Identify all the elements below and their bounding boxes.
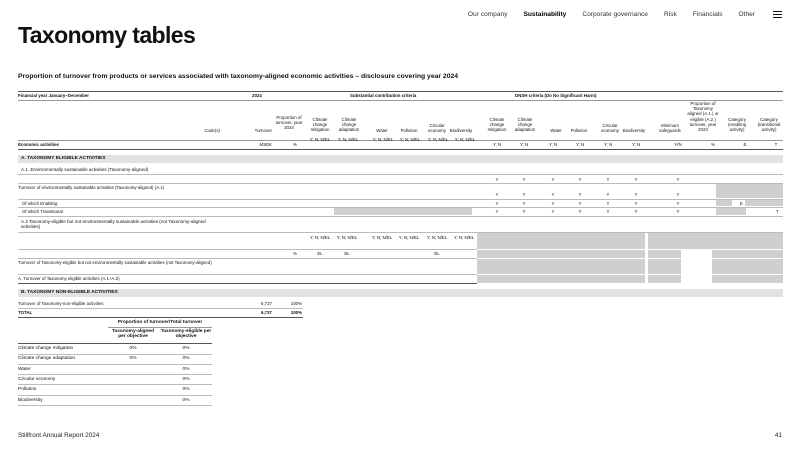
- dnsh-col-ccm: Climate change mitigation: [487, 117, 507, 133]
- row-a-total-label: A. Turnover of Taxonomy eligible activities (A.1+A.2): [18, 276, 120, 281]
- top-nav: [468, 11, 782, 18]
- small-col-eligible: Taxonomy-eligible per objective: [160, 329, 212, 339]
- y-mark: Y: [634, 192, 638, 197]
- scc-col-circular: Circular economy: [428, 123, 446, 134]
- y-mark: Y: [676, 209, 680, 214]
- nav-our-company[interactable]: Our company: [467, 11, 508, 18]
- small-row-label: Pollution: [18, 387, 37, 393]
- small-row-eligible: 0%: [182, 397, 190, 403]
- y-mark: Y: [606, 177, 610, 182]
- y-mark: Y: [578, 209, 582, 214]
- nav-financials[interactable]: Financials: [692, 11, 723, 18]
- y-mark: Y: [551, 192, 555, 197]
- small-row-eligible: 0%: [182, 346, 190, 351]
- scc-col-biodiversity: Biodiversity: [449, 128, 473, 133]
- y-mark: Y: [578, 177, 582, 182]
- el-cell: EL: [434, 251, 440, 256]
- dnsh-label: DNSH criteria (Do No Significant Harm): [515, 93, 597, 98]
- scc-col-water: Water: [376, 128, 388, 133]
- unit-dnsh: Y; N: [548, 142, 558, 147]
- unit-scc: Y; N; N/EL: [309, 137, 331, 142]
- small-row-label: Climate change adaptation: [18, 356, 76, 362]
- y-mark: Y: [606, 192, 610, 197]
- col-prop-2023: Proportion of Taxonomy aligned (A.1.) or eligible (A.2.) turnover, year 2023: [687, 101, 719, 133]
- row-b-label: Turnover of Taxonomy-non-eligible activities: [18, 301, 104, 306]
- el-header-cell: Y; N; N/EL: [426, 235, 448, 240]
- y-mark: Y: [634, 201, 638, 206]
- unit-scc: Y; N; N/EL: [337, 137, 359, 142]
- y-mark: Y: [495, 177, 499, 182]
- unit-scc: Y; N; N/EL: [454, 137, 476, 142]
- el-header-cell: Y; N; N/EL: [336, 235, 358, 240]
- y-mark: Y: [606, 209, 610, 214]
- scc-col-pollution: Pollution: [400, 128, 418, 133]
- page-number: 41: [774, 432, 782, 439]
- small-table-header: Proportion of turnover/Total turnover: [117, 320, 203, 325]
- y-mark: Y: [551, 177, 555, 182]
- unit-dnsh: Y; N: [603, 142, 613, 147]
- section-a1: A.1. Environmentally sustainable activities (Taxonomy-aligned): [21, 167, 149, 172]
- el-cell: EL: [344, 251, 350, 256]
- table-subtitle: Proportion of turnover from products or services associated with taxonomy-aligned economic activities – disclosure covering year 2024: [18, 73, 459, 80]
- small-row-label: Biodiversity: [18, 397, 43, 403]
- unit-scc: Y; N; N/EL: [427, 137, 449, 142]
- unit-p23: %: [711, 142, 715, 147]
- y-mark: Y: [634, 209, 638, 214]
- page-title: Taxonomy tables: [18, 22, 196, 48]
- footer-report-name: Stillfront Annual Report 2024: [18, 432, 100, 439]
- unit-t: T: [774, 142, 778, 147]
- row-transitional-label: Of which Transitional: [22, 209, 63, 214]
- section-a2: A.2 Taxonomy-eligible but not environmentally sustainable activities (not Taxonomy-aligned activities): [21, 219, 206, 230]
- col-transitional: Category (transitional activity): [757, 117, 781, 133]
- y-mark: Y: [495, 192, 499, 197]
- dnsh-col-biodiversity: Biodiversity: [622, 128, 646, 133]
- y-mark: Y: [676, 201, 680, 206]
- nav-sustainability[interactable]: Sustainability: [523, 11, 567, 18]
- small-row-eligible: 0%: [182, 387, 190, 393]
- section-b: B. TAXONOMY NON-ELIGIBLE ACTIVITIES: [18, 289, 783, 297]
- small-row-label: Circular economy: [18, 376, 56, 382]
- nav-other[interactable]: Other: [738, 11, 755, 18]
- y-mark: Y: [495, 201, 499, 206]
- unit-dnsh: Y; N: [519, 142, 529, 147]
- y-mark: Y: [522, 201, 526, 206]
- el-header-cell: Y; N; N/EL: [309, 235, 331, 240]
- unit-scc: Y; N; N/EL: [372, 137, 394, 142]
- col-min-safeguards: Minimum safeguards: [659, 123, 681, 134]
- row-b-turnover: 6,737: [261, 301, 272, 306]
- y-mark: Y: [578, 201, 582, 206]
- y-mark: Y: [606, 201, 610, 206]
- year-label: 2024: [252, 93, 262, 98]
- unit-e: E: [743, 142, 747, 147]
- row-a1-total-label: Turnover of environmentally sustainable activities (Taxonomy-aligned) (A.1): [18, 185, 165, 190]
- fy-label: Financial year January–December: [18, 93, 90, 98]
- hamburger-menu-icon[interactable]: [773, 11, 782, 18]
- small-row-aligned: 0%: [129, 346, 137, 351]
- unit-turnover: MSEK: [259, 142, 272, 147]
- row-a2-pct: %: [293, 251, 297, 256]
- y-mark: Y: [551, 209, 555, 214]
- unit-prop: %: [293, 142, 297, 147]
- dnsh-col-circular: Circular economy: [601, 123, 619, 134]
- col-code: Code(s): [204, 128, 220, 133]
- section-a: A. TAXONOMY ELIGIBLE ACTIVITIES: [18, 155, 783, 163]
- row-a2-total-label: Turnover of Taxonomy-eligible but not environmentally sustainable activities (not Taxonomy-aligned): [18, 260, 212, 265]
- row-total-label: TOTAL: [18, 310, 33, 315]
- unit-dnsh: Y; N: [492, 142, 502, 147]
- enabling-mark: E: [740, 201, 743, 206]
- dnsh-col-cca: Climate change adaptation: [514, 117, 536, 133]
- el-cell: EL: [317, 251, 323, 256]
- dnsh-col-water: Water: [550, 128, 562, 133]
- row-total-turnover: 6,737: [261, 310, 272, 315]
- scc-col-cca: Climate change adaptation: [338, 117, 360, 133]
- unit-min: Y/N: [674, 142, 682, 147]
- small-row-label: Water: [18, 366, 31, 372]
- nav-corporate-governance[interactable]: Corporate governance: [582, 11, 648, 18]
- scc-label: Substantial contribution criteria: [350, 93, 417, 98]
- y-mark: Y: [522, 209, 526, 214]
- dnsh-col-pollution: Pollution: [570, 128, 588, 133]
- col-enabling: Category (enabling activity): [727, 117, 747, 133]
- el-header-cell: Y; N; N/EL: [371, 235, 393, 240]
- small-row-eligible: 0%: [182, 356, 190, 362]
- econ-activities-label: Economic activities: [18, 142, 59, 147]
- small-row-label: Climate change mitigation: [18, 346, 74, 351]
- row-b-prop: 100%: [290, 301, 302, 306]
- row-total-prop: 100%: [290, 310, 302, 315]
- el-header-cell: Y; N; N/EL: [453, 235, 475, 240]
- scc-col-ccm: Climate change mitigation: [310, 117, 330, 133]
- unit-dnsh: Y; N: [575, 142, 585, 147]
- y-mark: Y: [676, 177, 680, 182]
- small-row-eligible: 0%: [182, 376, 190, 382]
- y-mark: Y: [551, 201, 555, 206]
- transitional-mark: T: [776, 209, 779, 214]
- col-proportion: Proportion of turnover, year 2024: [275, 115, 303, 131]
- small-row-aligned: 0%: [129, 356, 137, 362]
- y-mark: Y: [495, 209, 499, 214]
- y-mark: Y: [522, 192, 526, 197]
- y-mark: Y: [578, 192, 582, 197]
- el-header-cell: Y; N; N/EL: [398, 235, 420, 240]
- nav-risk[interactable]: Risk: [663, 11, 677, 18]
- small-col-aligned: Taxonomy-aligned per objective: [111, 329, 155, 339]
- unit-scc: Y; N; N/EL: [399, 137, 421, 142]
- unit-dnsh: Y; N: [631, 142, 641, 147]
- col-turnover: Turnover: [254, 128, 272, 133]
- y-mark: Y: [634, 177, 638, 182]
- y-mark: Y: [522, 177, 526, 182]
- row-enabling-label: Of which Enabling: [22, 201, 58, 206]
- y-mark: Y: [676, 192, 680, 197]
- small-row-eligible: 0%: [182, 366, 190, 372]
